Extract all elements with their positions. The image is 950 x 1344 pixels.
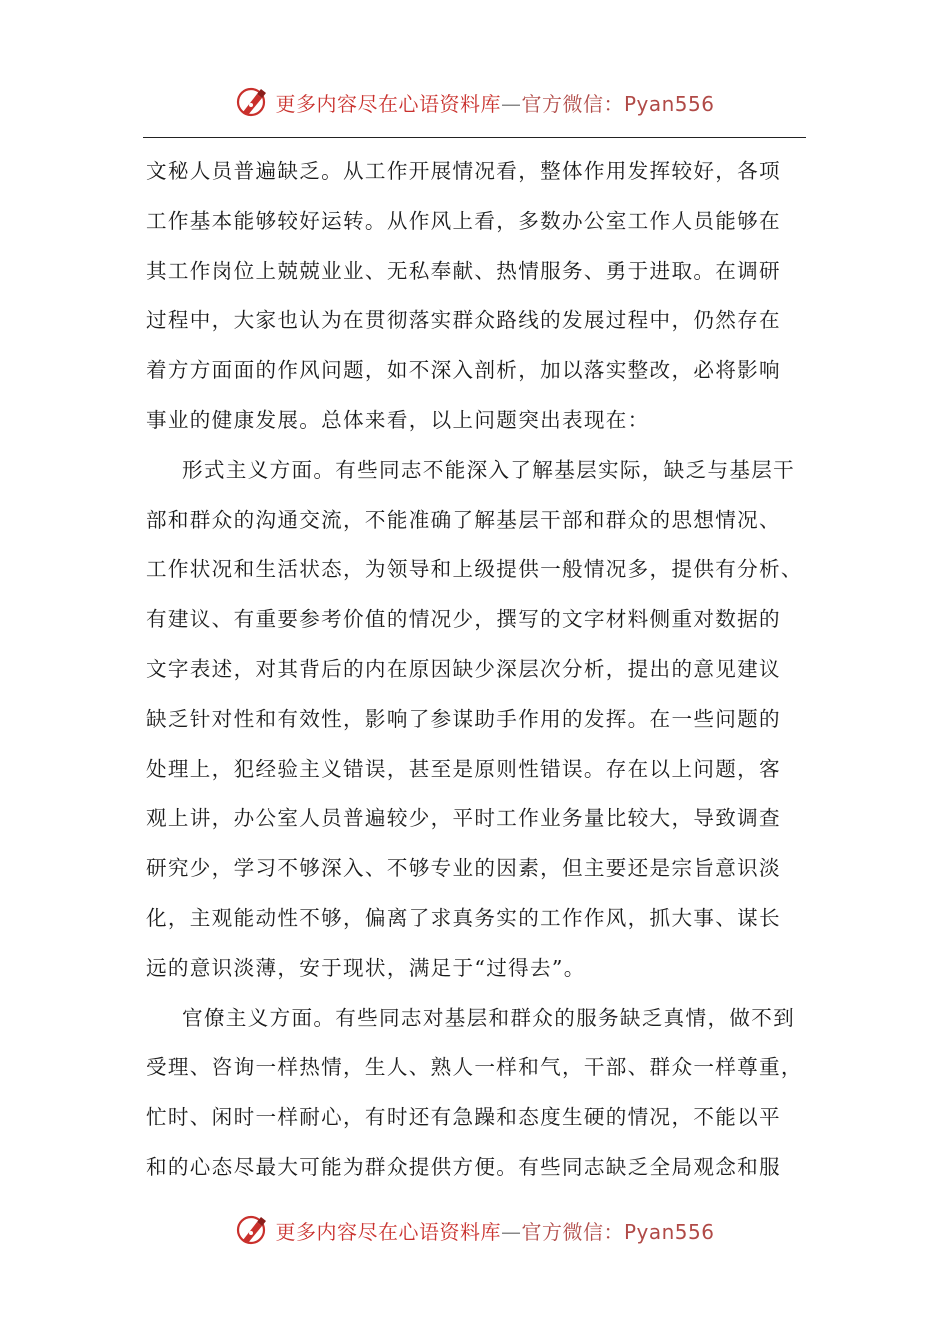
pen-nib-logo-icon [235,85,269,119]
body-line: 工作状况和生活状态，为领导和上级提供一般情况多，提供有分析、 [146,557,803,582]
body-line: 过程中，大家也认为在贯彻落实群众路线的发展过程中，仍然存在 [146,308,781,333]
header-site-text: 更多内容尽在心语资料库 [275,91,501,116]
paragraph-start-line: 形式主义方面。有些同志不能深入了解基层实际，缺乏与基层干 [182,457,796,482]
body-line: 和的心态尽最大可能为群众提供方便。有些同志缺乏全局观念和服 [146,1154,781,1179]
body-line: 工作基本能够较好运转。从作风上看，多数办公室工作人员能够在 [146,208,781,233]
body-line: 受理、咨询一样热情，生人、熟人一样和气，干部、群众一样尊重， [146,1055,803,1080]
footer-wechat-text: 官方微信：Pyan556 [521,1219,715,1244]
footer-text [275,1216,714,1245]
body-line: 忙时、闲时一样耐心，有时还有急躁和态度生硬的情况，不能以平 [146,1105,781,1130]
footer-banner [0,1210,950,1250]
body-line: 着方方面面的作风问题，如不深入剖析，加以落实整改，必将影响 [146,358,781,383]
body-line: 其工作岗位上兢兢业业、无私奉献、热情服务、勇于进取。在调研 [146,258,781,283]
header-wechat-text: 官方微信：Pyan556 [521,91,715,116]
body-line: 化，主观能动性不够，偏离了求真务实的工作作风，抓大事、谋长 [146,905,781,930]
pen-nib-logo-icon [235,1213,269,1247]
paragraph-start-line: 官僚主义方面。有些同志对基层和群众的服务缺乏真情，做不到 [182,1005,796,1030]
header-text [275,88,714,117]
body-line: 文秘人员普遍缺乏。从工作开展情况看，整体作用发挥较好，各项 [146,159,781,183]
body-line: 有建议、有重要参考价值的情况少，撰写的文字材料侧重对数据的 [146,607,781,632]
body-line: 部和群众的沟通交流，不能准确了解基层干部和群众的思想情况、 [146,507,781,532]
body-line: 缺乏针对性和有效性，影响了参谋助手作用的发挥。在一些问题的 [146,706,781,731]
body-line: 研究少，学习不够深入、不够专业的因素，但主要还是宗旨意识淡 [146,856,781,881]
footer-site-text: 更多内容尽在心语资料库 [275,1219,501,1244]
header-divider [143,137,806,138]
header-separator: — [500,91,522,116]
header-banner [0,82,950,122]
body-line: 文字表述，对其背后的内在原因缺少深层次分析，提出的意见建议 [146,656,781,681]
body-line: 事业的健康发展。总体来看，以上问题突出表现在： [146,407,650,432]
body-line: 远的意识淡薄，安于现状，满足于“过得去”。 [146,955,586,980]
body-line: 处理上，犯经验主义错误，甚至是原则性错误。存在以上问题，客 [146,756,781,781]
document-body [146,147,806,1193]
body-line: 观上讲，办公室人员普遍较少，平时工作业务量比较大，导致调查 [146,806,781,831]
footer-separator: — [500,1219,522,1244]
